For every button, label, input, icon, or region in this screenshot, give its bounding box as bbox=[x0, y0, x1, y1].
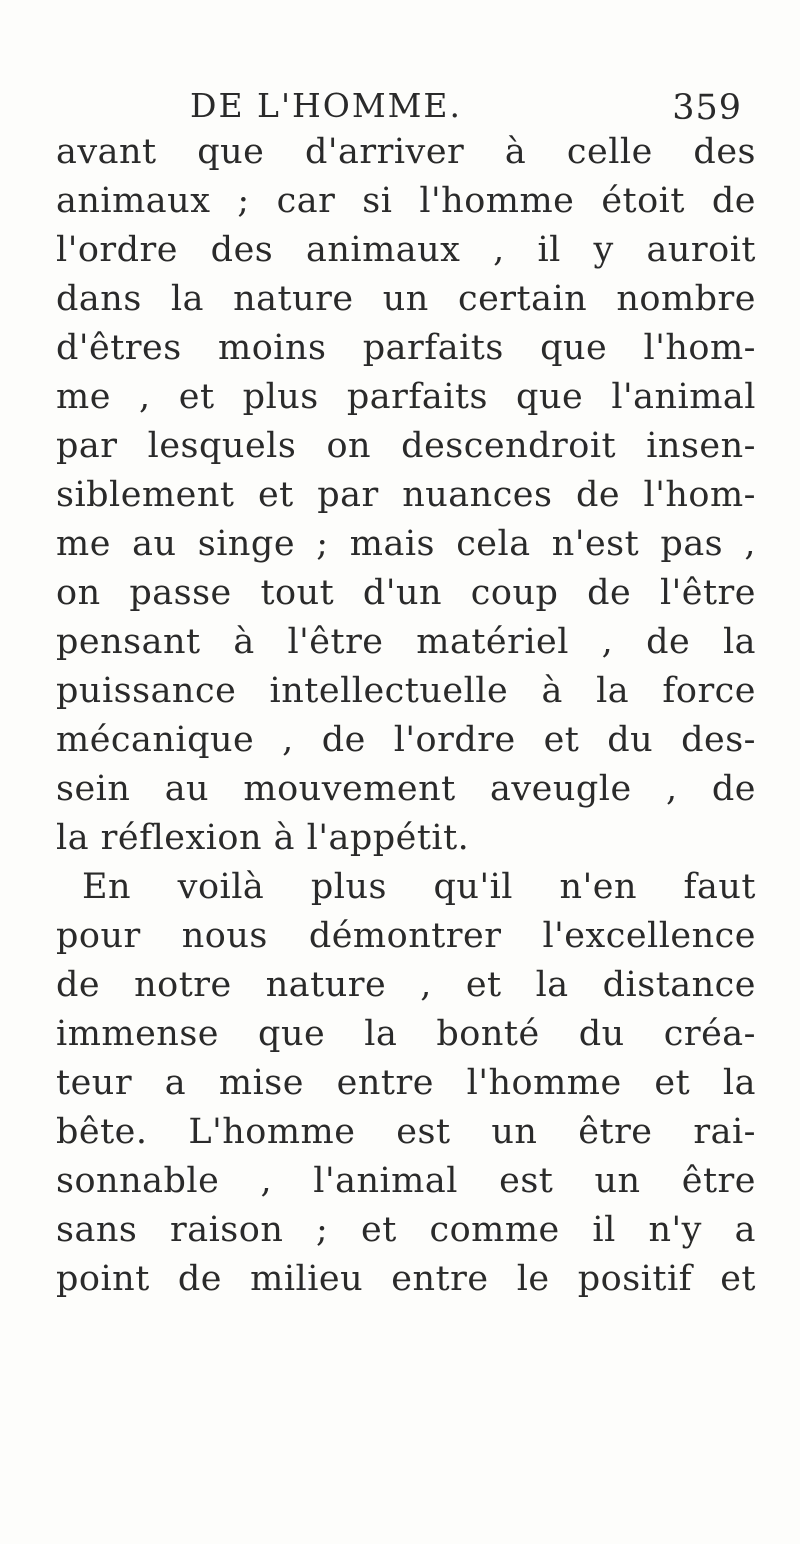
text-line: me , et plus parfaits que l'animal bbox=[56, 377, 756, 417]
text-line: bête. L'homme est un être rai- bbox=[56, 1112, 756, 1152]
text-line: sans raison ; et comme il n'y a bbox=[56, 1210, 756, 1250]
text-line: puissance intellectuelle à la force bbox=[56, 671, 756, 711]
text-line: mécanique , de l'ordre et du des- bbox=[56, 720, 756, 760]
text-line: sein au mouvement aveugle , de bbox=[56, 769, 756, 809]
running-title: DE L'HOMME. bbox=[190, 86, 463, 125]
text-line: l'ordre des animaux , il y auroit bbox=[56, 230, 756, 270]
text-line: d'êtres moins parfaits que l'hom- bbox=[56, 328, 756, 368]
text-line: point de milieu entre le positif et bbox=[56, 1259, 756, 1299]
text-line: sonnable , l'animal est un être bbox=[56, 1161, 756, 1201]
text-line: avant que d'arriver à celle des bbox=[56, 132, 756, 172]
paragraph-end-line: la réflexion à l'appétit. bbox=[56, 818, 470, 858]
text-line: animaux ; car si l'homme étoit de bbox=[56, 181, 756, 221]
text-line: par lesquels on descendroit insen- bbox=[56, 426, 756, 466]
text-line: immense que la bonté du créa- bbox=[56, 1014, 756, 1054]
text-line: pour nous démontrer l'excellence bbox=[56, 916, 756, 956]
paragraph-start-line: En voilà plus qu'il n'en faut bbox=[82, 867, 756, 907]
text-line: me au singe ; mais cela n'est pas , bbox=[56, 524, 756, 564]
text-line: pensant à l'être matériel , de la bbox=[56, 622, 756, 662]
body-text bbox=[56, 128, 756, 1304]
text-line: siblement et par nuances de l'hom- bbox=[56, 475, 756, 515]
text-line: teur a mise entre l'homme et la bbox=[56, 1063, 756, 1103]
text-line: on passe tout d'un coup de l'être bbox=[56, 573, 756, 613]
text-line: de notre nature , et la distance bbox=[56, 965, 756, 1005]
page-number: 359 bbox=[672, 88, 742, 128]
text-line: dans la nature un certain nombre bbox=[56, 279, 756, 319]
